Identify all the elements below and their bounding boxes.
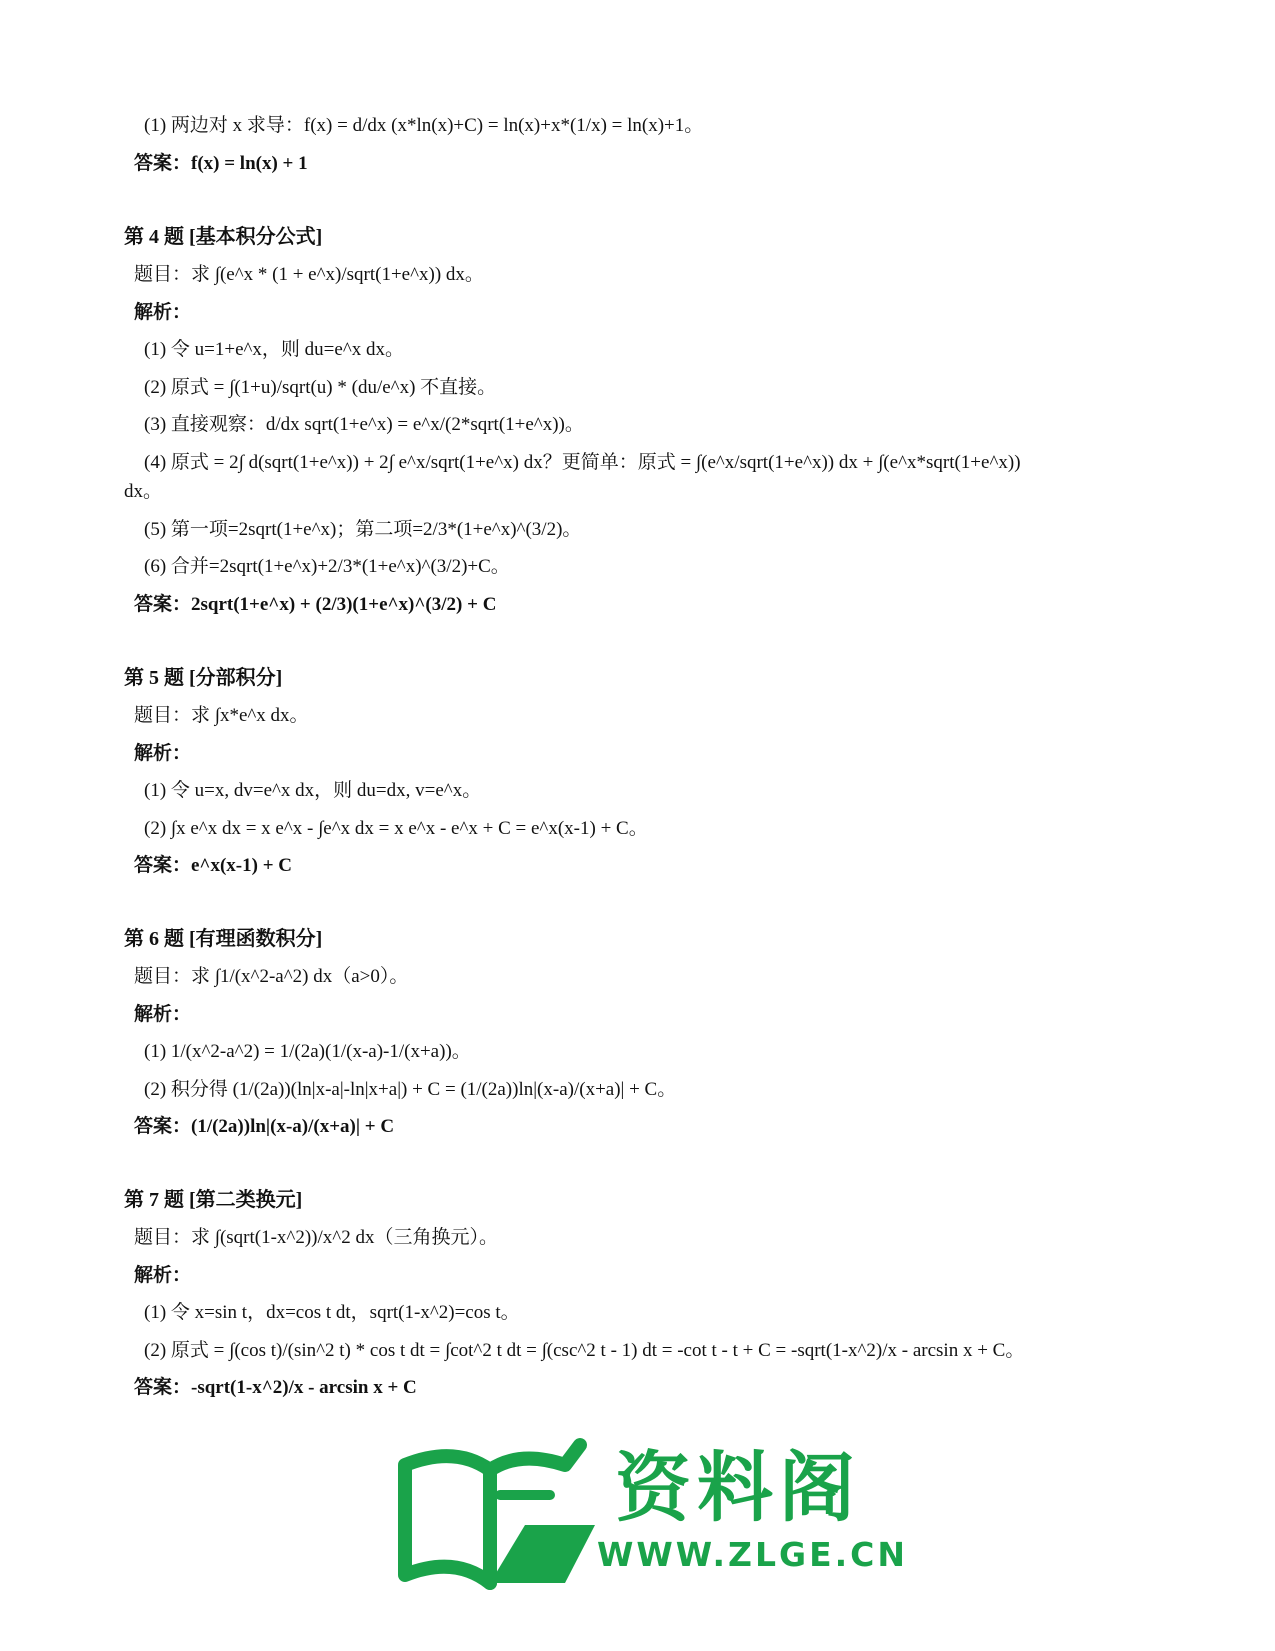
analysis-label: 解析： — [134, 1004, 192, 1025]
question-text: 题目：求 ∫x*e^x dx。 — [134, 705, 309, 726]
solution-step: (1) 1/(x^2-a^2) = 1/(2a)(1/(x-a)-1/(x+a))。 — [144, 1041, 471, 1062]
solution-step-continued: dx。 — [124, 481, 163, 502]
answer-line: 答案：e^x(x-1) + C — [134, 855, 293, 876]
solution-step: (4) 原式 = 2∫ d(sqrt(1+e^x)) + 2∫ e^x/sqrt(1+e^x) dx？更简单：原式 = ∫(e^x/sqrt(1+e^x)) dx + ∫(e^x*sqrt(1+e^x)) — [144, 452, 1021, 473]
answer-line: 答案：2sqrt(1+e^x) + (2/3)(1+e^x)^(3/2) + C — [134, 594, 497, 615]
watermark-logo — [395, 1425, 909, 1595]
solution-step: (6) 合并=2sqrt(1+e^x)+2/3*(1+e^x)^(3/2)+C。 — [144, 556, 510, 577]
book-folder-icon — [395, 1425, 595, 1595]
watermark-url: WWW.ZLGE.CN — [597, 1535, 909, 1574]
question-heading: 第 5 题 [分部积分] — [124, 667, 283, 689]
question-heading: 第 7 题 [第二类换元] — [124, 1189, 303, 1211]
question-text: 题目：求 ∫(e^x * (1 + e^x)/sqrt(1+e^x)) dx。 — [134, 264, 484, 285]
question-text: 题目：求 ∫1/(x^2-a^2) dx（a>0）。 — [134, 966, 409, 987]
analysis-label: 解析： — [134, 1265, 192, 1286]
question-text: 题目：求 ∫(sqrt(1-x^2))/x^2 dx（三角换元）。 — [134, 1227, 498, 1248]
analysis-label: 解析： — [134, 302, 192, 323]
question-heading: 第 6 题 [有理函数积分] — [124, 928, 323, 950]
solution-step: (1) 两边对 x 求导：f(x) = d/dx (x*ln(x)+C) = ln(x)+x*(1/x) = ln(x)+1。 — [144, 115, 704, 136]
solution-step: (2) 积分得 (1/(2a))(ln|x-a|-ln|x+a|) + C = (1/(2a))ln|(x-a)/(x+a)| + C。 — [144, 1079, 677, 1100]
solution-step: (3) 直接观察：d/dx sqrt(1+e^x) = e^x/(2*sqrt(1+e^x))。 — [144, 414, 584, 435]
solution-step: (2) 原式 = ∫(1+u)/sqrt(u) * (du/e^x) 不直接。 — [144, 377, 497, 398]
watermark-brand: 资料阁 — [615, 1443, 861, 1532]
question-heading: 第 4 题 [基本积分公式] — [124, 226, 323, 248]
solution-step: (5) 第一项=2sqrt(1+e^x)；第二项=2/3*(1+e^x)^(3/2)。 — [144, 519, 582, 540]
answer-line: 答案：-sqrt(1-x^2)/x - arcsin x + C — [134, 1377, 417, 1398]
solution-step: (1) 令 u=x, dv=e^x dx，则 du=dx, v=e^x。 — [144, 780, 482, 801]
solution-step: (1) 令 u=1+e^x，则 du=e^x dx。 — [144, 339, 404, 360]
solution-step: (2) ∫x e^x dx = x e^x - ∫e^x dx = x e^x - e^x + C = e^x(x-1) + C。 — [144, 818, 648, 839]
answer-line: 答案：f(x) = ln(x) + 1 — [134, 153, 308, 174]
answer-line: 答案：(1/(2a))ln|(x-a)/(x+a)| + C — [134, 1116, 395, 1137]
solution-step: (1) 令 x=sin t，dx=cos t dt，sqrt(1-x^2)=cos t。 — [144, 1302, 520, 1323]
solution-step: (2) 原式 = ∫(cos t)/(sin^2 t) * cos t dt = ∫cot^2 t dt = ∫(csc^2 t - 1) dt = -cot t - t + C = -sqrt(1-x^2)/x - arcsin x + C。 — [144, 1340, 1025, 1361]
analysis-label: 解析： — [134, 743, 192, 764]
